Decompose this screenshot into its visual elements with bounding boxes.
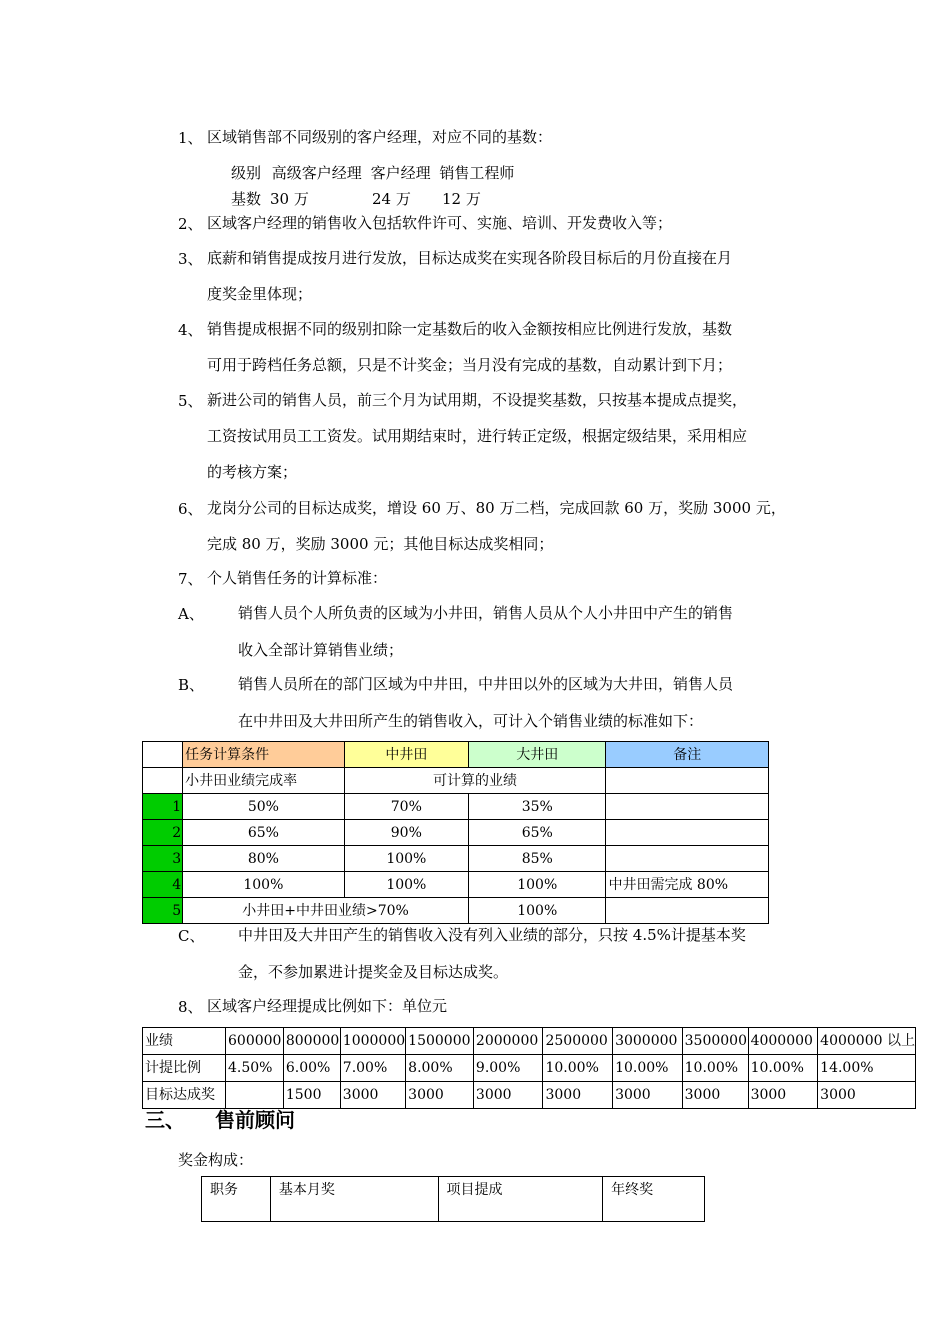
- item-number: 4、: [178, 321, 203, 339]
- table-cell: 65%: [469, 820, 606, 846]
- levels-label: 基数: [231, 190, 262, 208]
- table-cell: 80%: [183, 846, 345, 872]
- header-note: 备注: [606, 742, 769, 768]
- table-row: [143, 872, 769, 898]
- row-index: 5: [143, 898, 183, 924]
- table-cell: 100%: [344, 846, 468, 872]
- table-cell: 3000: [682, 1082, 748, 1109]
- sub-header-countable: 可计算的业绩: [344, 768, 606, 794]
- section-number: 三、: [145, 1108, 185, 1132]
- table-row: [143, 1028, 916, 1055]
- table-cell: 800000: [283, 1028, 340, 1055]
- table-cell: 1500000: [406, 1028, 474, 1055]
- levels-cell: 销售工程师: [439, 164, 515, 182]
- item-number: 2、: [178, 215, 203, 233]
- table-cell: 100%: [469, 898, 606, 924]
- performance-table: [142, 741, 769, 924]
- table-cell: 50%: [183, 794, 345, 820]
- table-cell: 100%: [469, 872, 606, 898]
- row-label: 目标达成奖: [143, 1082, 226, 1109]
- section-title: 售前顾问: [215, 1108, 295, 1132]
- table-row: [143, 898, 769, 924]
- header-position: 职务: [202, 1177, 271, 1222]
- table-cell: 小井田+中井田业绩>70%: [183, 898, 469, 924]
- table-cell: 3000: [406, 1082, 474, 1109]
- item-text: 完成 80 万，奖励 3000 元；其他目标达成奖相同；: [207, 535, 554, 553]
- item-text: 区域销售部不同级别的客户经理，对应不同的基数：: [207, 128, 553, 146]
- table-cell-note: 中井田需完成 80%: [606, 872, 769, 898]
- table-cell: 8.00%: [406, 1055, 474, 1082]
- item-text: 在中井田及大井田所产生的销售收入，可计入个销售业绩的标准如下：: [238, 712, 704, 730]
- commission-table: [142, 1027, 916, 1109]
- table-cell: 9.00%: [473, 1055, 543, 1082]
- table-cell: 6.00%: [283, 1055, 340, 1082]
- levels-value: 30 万: [270, 190, 309, 208]
- item-text: 龙岗分公司的目标达成奖，增设 60 万、80 万二档，完成回款 60 万，奖励 3000 元，: [207, 499, 786, 517]
- table-cell: [143, 742, 183, 768]
- header-mid-field: 中井田: [344, 742, 468, 768]
- table-row: [202, 1177, 705, 1222]
- table-cell: [226, 1082, 284, 1109]
- table-cell: 1500: [283, 1082, 340, 1109]
- table-cell: 3000: [543, 1082, 613, 1109]
- header-task-condition: 任务计算条件: [183, 742, 345, 768]
- table-cell: [606, 846, 769, 872]
- item-number: C、: [178, 927, 205, 945]
- item-text: 的考核方案；: [207, 463, 298, 481]
- table-cell: 7.00%: [340, 1055, 405, 1082]
- table-row: [143, 794, 769, 820]
- table-cell: 600000: [226, 1028, 284, 1055]
- row-index: 4: [143, 872, 183, 898]
- table-cell: 10.00%: [748, 1055, 818, 1082]
- table-cell: [143, 768, 183, 794]
- table-cell: [606, 794, 769, 820]
- item-number: 5、: [178, 392, 203, 410]
- item-text: 新进公司的销售人员，前三个月为试用期，不设提奖基数，只按基本提成点提奖，: [207, 391, 748, 409]
- item-number: 7、: [178, 570, 203, 588]
- item-text: 收入全部计算销售业绩；: [238, 641, 404, 659]
- row-index: 3: [143, 846, 183, 872]
- table-cell: 3000: [473, 1082, 543, 1109]
- item-number: 8、: [178, 998, 203, 1016]
- table-cell: 85%: [469, 846, 606, 872]
- header-project-commission: 项目提成: [438, 1177, 603, 1222]
- table-row: [143, 846, 769, 872]
- table-cell: 4000000 以上: [818, 1028, 916, 1055]
- levels-row1: [231, 163, 514, 183]
- levels-cell: 客户经理: [370, 164, 431, 182]
- item-text: 中井田及大井田产生的销售收入没有列入业绩的部分，只按 4.5%计提基本奖: [238, 926, 746, 944]
- header-monthly-bonus: 基本月奖: [270, 1177, 438, 1222]
- item-text: 销售人员所在的部门区域为中井田，中井田以外的区域为大井田，销售人员: [238, 675, 734, 693]
- table-row: [143, 1055, 916, 1082]
- table-cell: 35%: [469, 794, 606, 820]
- table-cell: 65%: [183, 820, 345, 846]
- item-text: 可用于跨档任务总额，只是不计奖金；当月没有完成的基数，自动累计到下月；: [207, 356, 733, 374]
- item-text: 区域客户经理的销售收入包括软件许可、实施、培训、开发费收入等；: [207, 214, 673, 232]
- table-cell: [606, 898, 769, 924]
- item-text: 度奖金里体现；: [207, 285, 313, 303]
- table-row: [143, 1082, 916, 1109]
- table-cell: 4000000: [748, 1028, 818, 1055]
- row-label: 计提比例: [143, 1055, 226, 1082]
- table-cell: 1000000: [340, 1028, 405, 1055]
- row-index: 1: [143, 794, 183, 820]
- levels-cell: 高级客户经理: [271, 164, 362, 182]
- item-text: 销售人员个人所负责的区域为小井田，销售人员从个人小井田中产生的销售: [238, 604, 734, 622]
- table-cell: [606, 768, 769, 794]
- item-number: 1、: [178, 129, 203, 147]
- table-cell: 2500000: [543, 1028, 613, 1055]
- item-number: A、: [178, 605, 204, 623]
- table-cell: 10.00%: [682, 1055, 748, 1082]
- table-cell: 10.00%: [613, 1055, 683, 1082]
- levels-value: 12 万: [442, 190, 481, 208]
- sub-header-completion: 小井田业绩完成率: [183, 768, 345, 794]
- table-cell: 3000: [613, 1082, 683, 1109]
- table-cell: 2000000: [473, 1028, 543, 1055]
- table-cell: 70%: [344, 794, 468, 820]
- table-cell: 90%: [344, 820, 468, 846]
- table-cell: 3000: [748, 1082, 818, 1109]
- table-row: [143, 820, 769, 846]
- item-number: 3、: [178, 250, 203, 268]
- table-cell: 3500000: [682, 1028, 748, 1055]
- table-cell: 3000: [340, 1082, 405, 1109]
- item-text: 销售提成根据不同的级别扣除一定基数后的收入金额按相应比例进行发放，基数: [207, 320, 733, 338]
- item-text: 底薪和销售提成按月进行发放，目标达成奖在实现各阶段目标后的月份直接在月: [207, 249, 733, 267]
- row-label: 业绩: [143, 1028, 226, 1055]
- table-cell: 100%: [183, 872, 345, 898]
- table-cell: 4.50%: [226, 1055, 284, 1082]
- item-text: 工资按试用员工工资发。试用期结束时，进行转正定级，根据定级结果，采用相应: [207, 427, 748, 445]
- table-cell: 10.00%: [543, 1055, 613, 1082]
- table-cell: 14.00%: [818, 1055, 916, 1082]
- bonus-label: 奖金构成：: [178, 1151, 254, 1169]
- item-text: 个人销售任务的计算标准：: [207, 569, 388, 587]
- table-cell: [606, 820, 769, 846]
- row-index: 2: [143, 820, 183, 846]
- header-big-field: 大井田: [469, 742, 606, 768]
- levels-value: 24 万: [372, 190, 411, 208]
- table-cell: 100%: [344, 872, 468, 898]
- item-number: B、: [178, 676, 205, 694]
- header-year-end-bonus: 年终奖: [603, 1177, 705, 1222]
- item-number: 6、: [178, 500, 203, 518]
- table-cell: 3000: [818, 1082, 916, 1109]
- bonus-structure-table: [201, 1176, 705, 1222]
- item-text: 金，不参加累进计提奖金及目标达成奖。: [238, 963, 509, 981]
- table-cell: 3000000: [613, 1028, 683, 1055]
- levels-cell: 级别: [231, 164, 262, 182]
- item-text: 区域客户经理提成比例如下：单位元: [207, 997, 448, 1015]
